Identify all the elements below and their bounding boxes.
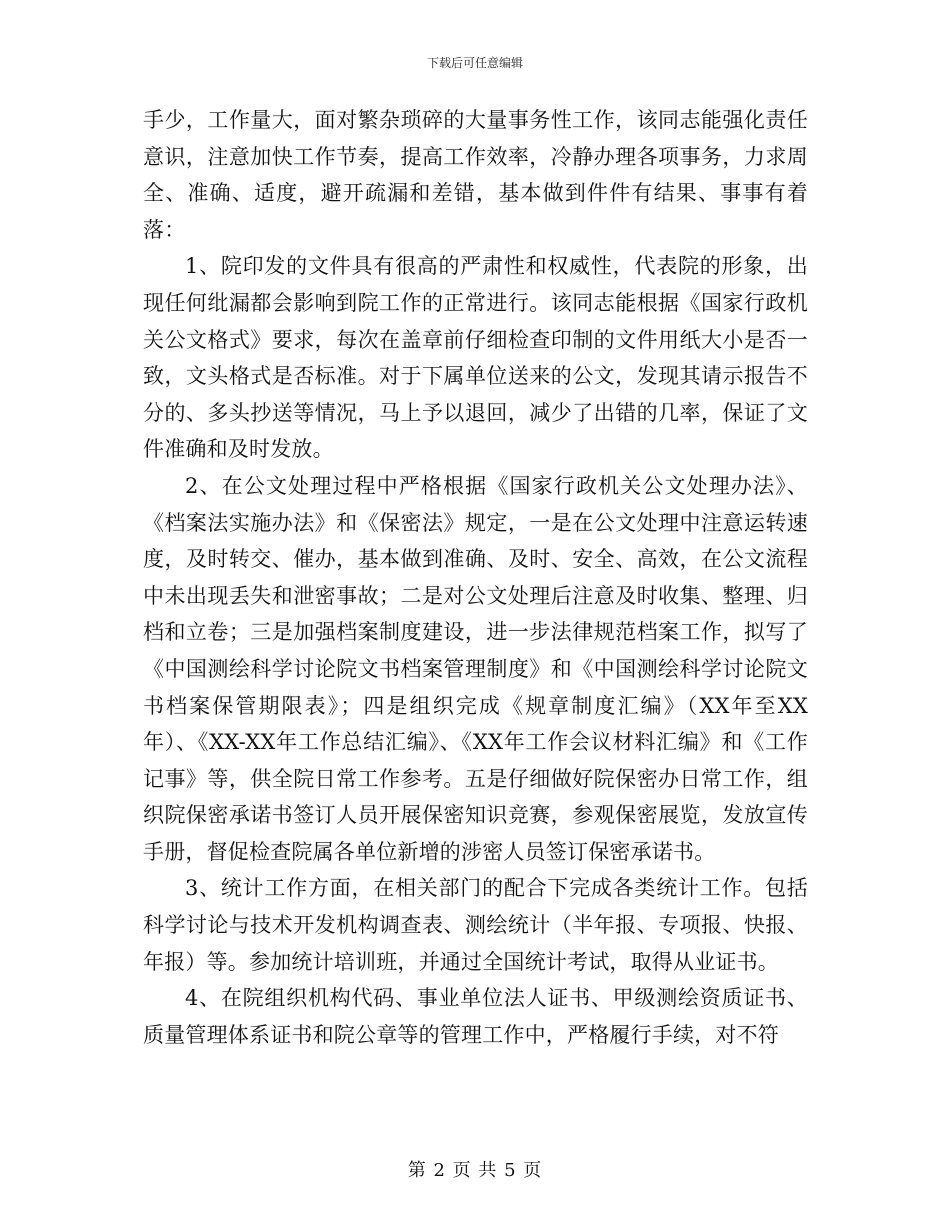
paragraph-item-4: 4、在院组织机构代码、事业单位法人证书、甲级测绘资质证书、质量管理体系证书和院公章等的管理工作中，严格履行手续，对不符 [143, 986, 808, 1047]
paragraph-continuation: 手少，工作量大，面对繁杂琐碎的大量事务性工作，该同志能强化责任意识，注意加快工作节奏，提高工作效率，冷静办理各项事务，力求周全、准确、适度，避开疏漏和差错，基本做到件件有结果、事事有着落： [143, 108, 808, 242]
paragraph-item-3: 3、统计工作方面，在相关部门的配合下完成各类统计工作。包括科学讨论与技术开发机构调查表、测绘统计（半年报、专项报、快报、年报）等。参加统计培训班，并通过全国统计考试，取得从业证书。 [143, 876, 808, 974]
document-body [143, 102, 808, 1053]
paragraph-item-2: 2、在公文处理过程中严格根据《国家行政机关公文处理办法》、《档案法实施办法》和《保密法》规定，一是在公文处理中注意运转速度，及时转交、催办，基本做到准确、及时、安全、高效，在公文流程中未出现丢失和泄密事故；二是对公文处理后注意及时收集、整理、归档和立卷；三是加强档案制度建设，进一步法律规范档案工作，拟写了《中国测绘科学讨论院文书档案管理制度》和《中国测绘科学讨论院文书档案保管期限表》；四是组织完成《规章制度汇编》（XX年至XX年）、《XX-XX年工作总结汇编》、《XX年工作会议材料汇编》和《工作记事》等，供全院日常工作参考。五是仔细做好院保密办日常工作，组织院保密承诺书签订人员开展保密知识竞赛，参观保密展览，发放宣传手册，督促检查院属各单位新增的涉密人员签订保密承诺书。 [143, 473, 808, 864]
page-header: 下载后可任意编辑 [426, 56, 523, 70]
paragraph-item-1: 1、院印发的文件具有很高的严肃性和权威性，代表院的形象，出现任何纰漏都会影响到院工作的正常进行。该同志能根据《国家行政机关公文格式》要求，每次在盖章前仔细检查印制的文件用纸大小是否一致，文头格式是否标准。对于下属单位送来的公文，发现其请示报告不分的、多头抄送等情况，马上予以退回，减少了出错的几率，保证了文件准确和及时发放。 [143, 254, 808, 462]
page-number-footer: 第 2 页 共 5 页 [407, 1160, 543, 1181]
